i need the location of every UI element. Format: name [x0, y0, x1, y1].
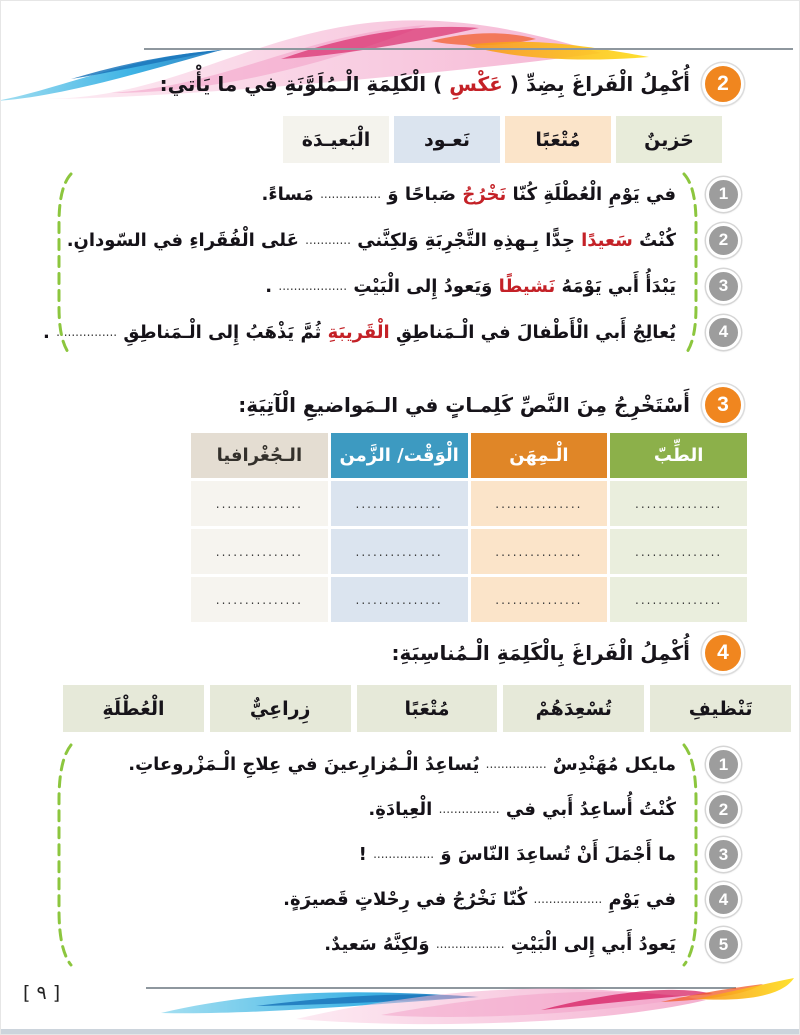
blank-line: ................	[438, 802, 500, 816]
blank-line: ................	[485, 757, 547, 771]
table-header-geography: الـجُغْرافيا	[191, 433, 328, 478]
sentence-text: ثُمَّ يَذْهَبُ إِلى الْـمَناطِقِ	[117, 321, 328, 343]
red-word: نَخْرُجُ	[462, 183, 507, 205]
exercise3-title	[238, 384, 744, 426]
sentence	[53, 230, 706, 251]
exercise4-title	[392, 632, 744, 674]
exercise4-items	[56, 742, 741, 968]
table-cell-blank: ...............	[471, 529, 608, 574]
sentence	[56, 184, 706, 205]
word-bank-cell: مُتْعَبًا	[357, 685, 498, 732]
sentence	[56, 889, 706, 910]
word-bank-cell: تَنْظيفِ	[650, 685, 791, 732]
exercise3-title-text: أَسْتَخْرِجُ مِنَ النَّصِّ كَلِمـاتٍ في الـمَواضيعِ الْآتِيَةِ:	[238, 393, 690, 417]
green-bracket-right-icon	[681, 742, 699, 968]
sentence-text: في يَوْمِ الْعُطْلَةِ كُنّا	[506, 183, 676, 205]
sentence-text: جِدًّا بِـهذِهِ التَّجْرِبَةِ وَلكِنَّني	[350, 229, 582, 251]
table-cell-blank: ...............	[191, 481, 328, 526]
exercise4-title-text: أُكْمِلُ الْفَراغَ بِالْكَلِمَةِ الْـمُناسِبَةِ:	[391, 641, 690, 665]
item-number-badge: 5	[706, 927, 741, 962]
exercise3-number-badge: 3	[702, 384, 744, 426]
item-number-badge: 1	[706, 177, 741, 212]
sentence-text: يَعودُ أَبي إِلى الْبَيْتِ	[504, 934, 676, 955]
sentence-text: في يَوْمِ	[602, 889, 676, 910]
sentence-text: عَلى الْفُقَراءِ في السّودانِ.	[66, 229, 306, 251]
word-bank-cell: نَعـود	[394, 116, 500, 163]
table-header-professions: الْـمِهَن	[471, 433, 608, 478]
blank-line: ................	[320, 186, 382, 201]
sentence-text: كُنْتُ أُساعِدُ أَبي في	[499, 799, 676, 820]
sentence-text: يُساعِدُ الْـمُزارِعينَ في عِلاجِ الْـمَزْروعاتِ.	[128, 754, 486, 775]
table-cell-blank: ...............	[191, 577, 328, 622]
exercise2-title	[160, 63, 744, 105]
green-bracket-left-icon	[56, 742, 74, 968]
sentence-text: يُعالِجُ أَبي الْأَطْفالَ في الْـمَناطِقِ	[389, 321, 676, 343]
word-bank-cell: الْعُطْلَةِ	[63, 685, 204, 732]
sentence	[56, 934, 706, 955]
sentence-text: كُنّا نَخْرُجُ في رِحْلاتٍ قَصيرَةٍ.	[283, 889, 534, 910]
top-divider-line	[144, 48, 793, 50]
sentence-text: وَلكِنَّهُ سَعيدٌ.	[324, 934, 436, 955]
sentence-text: .	[42, 321, 57, 343]
exercise2-item	[56, 217, 741, 263]
blank-line: ............	[305, 232, 351, 247]
red-word: نَشيطًا	[498, 275, 556, 297]
item-number-badge: 4	[706, 315, 741, 350]
sentence-text: صَباحًا وَ	[381, 183, 463, 205]
sentence-text: ما أَجْمَلَ أَنْ تُساعِدَ النّاسَ وَ	[434, 844, 676, 865]
table-cell-blank: ...............	[610, 577, 747, 622]
blank-line: ................	[373, 847, 435, 861]
title-text: أُكْمِلُ الْفَراغَ بِضِدِّ (	[502, 72, 690, 96]
sentence	[56, 844, 706, 865]
exercise2-item	[42, 309, 741, 355]
sentence-text: !	[358, 844, 374, 865]
sentence	[56, 799, 706, 820]
title-red-word: عَكْسِ	[449, 72, 503, 96]
exercise4-item	[56, 787, 741, 832]
table-header-medicine: الطِّبّ	[610, 433, 747, 478]
bottom-ribbon-decoration	[1, 973, 800, 1033]
green-bracket-left-icon	[56, 171, 74, 359]
table-cell-blank: ...............	[331, 577, 468, 622]
exercise2-item	[56, 171, 741, 217]
table-cell-blank: ...............	[610, 529, 747, 574]
table-cell-blank: ...............	[610, 481, 747, 526]
item-number-badge: 4	[706, 882, 741, 917]
sentence-text: الْعِيادَةِ.	[368, 799, 439, 820]
sentence-text: مايكل مُهَنْدِسٌ	[546, 754, 676, 775]
exercise2-word-bank	[283, 116, 722, 163]
blank-line: ................	[56, 324, 118, 339]
exercise2-items	[42, 171, 741, 359]
red-word: الْقَريبَةِ	[327, 321, 390, 343]
word-bank-cell: حَزينٌ	[616, 116, 722, 163]
item-number-badge: 2	[706, 223, 741, 258]
table-cell-blank: ...............	[331, 529, 468, 574]
exercise4-item	[56, 877, 741, 922]
exercise2-title-text	[160, 72, 690, 96]
table-cell-blank: ...............	[191, 529, 328, 574]
sentence-text: .	[265, 275, 279, 297]
word-bank-cell: زِراعِيٌّ	[210, 685, 351, 732]
sentence-text: كُنْتُ	[632, 229, 676, 251]
exercise4-number-badge: 4	[702, 632, 744, 674]
bottom-edge-strip	[1, 1029, 799, 1034]
green-bracket-right-icon	[681, 171, 699, 359]
exercise2-item	[56, 263, 741, 309]
word-bank-cell: مُتْعَبًا	[505, 116, 611, 163]
item-number-badge: 2	[706, 792, 741, 827]
item-number-badge: 1	[706, 747, 741, 782]
topics-table	[191, 433, 747, 622]
sentence	[29, 322, 706, 343]
title-text: ) الْكَلِمَةِ الْـمُلَوَّنَةِ في ما يَأْتي:	[159, 72, 450, 96]
word-bank-cell: الْبَعيـدَة	[283, 116, 389, 163]
blank-line: ..................	[533, 892, 603, 906]
exercise2-number-badge: 2	[702, 63, 744, 105]
exercise4-item	[56, 922, 741, 967]
red-word: سَعيدًا	[581, 229, 633, 251]
item-number-badge: 3	[706, 837, 741, 872]
table-cell-blank: ...............	[331, 481, 468, 526]
item-number-badge: 3	[706, 269, 741, 304]
word-bank-cell: تُسْعِدَهُمْ	[503, 685, 644, 732]
sentence-text: وَيَعودُ إِلى الْبَيْتِ	[347, 275, 499, 297]
exercise4-word-bank	[63, 685, 791, 732]
table-cell-blank: ...............	[471, 577, 608, 622]
exercise4-item	[56, 742, 741, 787]
table-cell-blank: ...............	[471, 481, 608, 526]
blank-line: ..................	[278, 278, 348, 293]
sentence-text: مَساءً.	[261, 183, 321, 205]
sentence-text: يَبْدَأُ أَبي يَوْمَهُ	[555, 275, 676, 297]
exercise4-item	[56, 832, 741, 877]
table-header-time: الْوَقْت/ الزَّمن	[331, 433, 468, 478]
blank-line: ..................	[435, 937, 505, 951]
sentence	[56, 754, 706, 775]
page-number: [ ٩ ]	[23, 982, 61, 1004]
sentence	[56, 276, 706, 297]
